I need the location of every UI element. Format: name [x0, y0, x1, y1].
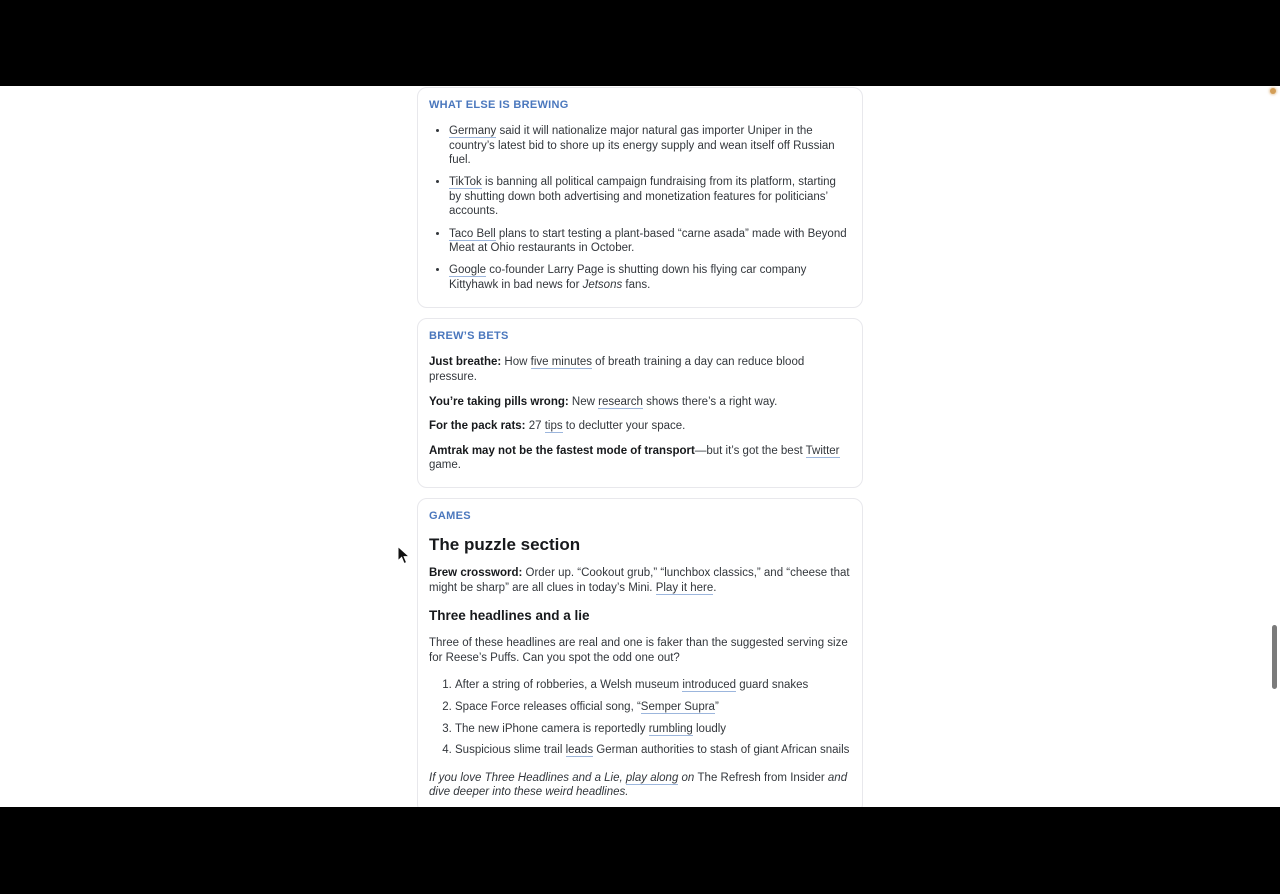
inline-link[interactable]: Twitter [805, 444, 840, 457]
text-segment: and dive deeper into these weird headlines. [429, 771, 848, 799]
text-segment: After a string of robberies, a Welsh museum [455, 679, 683, 692]
text-segment: If you love Three Headlines and a Lie, [429, 771, 626, 784]
text-segment: fans. [622, 278, 651, 291]
news-bullet [449, 263, 851, 292]
inline-link[interactable]: Google [449, 264, 487, 277]
text-segment: Suspicious slime trail [455, 744, 566, 757]
text-segment: ” [714, 700, 719, 713]
text-segment: Amtrak may not be the fastest mode of transport [429, 444, 695, 457]
text-segment: to declutter your space. [562, 420, 686, 433]
text-segment: The Refresh from Insider [697, 771, 825, 784]
inline-link[interactable]: research [598, 395, 643, 408]
text-segment: You’re taking pills wrong: [429, 395, 569, 408]
card-games [417, 498, 863, 814]
text-segment: plans to start testing a plant-based “carne asada” made with Beyond Meat at Ohio restaurants in October. [449, 227, 847, 255]
text-segment: guard snakes [736, 679, 809, 692]
text-segment: For the pack rats: [429, 420, 526, 433]
text-segment: —but it’s got the best [694, 444, 806, 457]
inline-link[interactable]: TikTok [449, 176, 482, 189]
inline-link[interactable]: tips [544, 420, 563, 433]
news-bullet [449, 175, 851, 219]
bet-item [429, 395, 851, 410]
section-header-games: GAMES [429, 510, 471, 522]
headline-item [455, 722, 851, 737]
text-segment: Space Force releases official song, “ [455, 700, 641, 713]
text-segment: Just breathe: [429, 356, 502, 369]
text-segment: The new iPhone camera is reportedly [455, 722, 649, 735]
section-header-what-else-is-brewing: WHAT ELSE IS BREWING [429, 99, 569, 111]
brewing-bullet-list [429, 124, 851, 292]
news-bullet [449, 227, 851, 256]
text-segment: How [501, 356, 531, 369]
text-segment: New [568, 395, 599, 408]
text-segment: of breath training a day can reduce blood pressure. [429, 356, 805, 384]
inline-link[interactable]: Semper Supra [640, 700, 715, 713]
text-segment: German authorities to stash of giant African snails [593, 744, 850, 757]
bet-item [429, 419, 851, 434]
bet-item [429, 355, 851, 384]
games-title: The puzzle section [429, 535, 581, 554]
news-bullet [449, 124, 851, 168]
text-segment: Brew crossword: [429, 567, 523, 579]
notification-dot [1270, 88, 1276, 94]
newsletter-content [417, 87, 863, 894]
text-segment: said it will nationalize major natural gas importer Uniper in the country’s latest bid to shore up its energy supply and wean itself off Russian fuel. [449, 125, 835, 167]
inline-link[interactable]: Play it here [655, 581, 714, 594]
headline-item [455, 678, 851, 693]
headlines-list [429, 678, 851, 757]
inline-link[interactable]: leads [565, 744, 594, 757]
text-segment: on [678, 771, 698, 784]
text-segment: Three of these headlines are real and one is faker than the suggested serving size for Reese’s Puffs. Can you spot the odd one out? [429, 637, 848, 664]
headline-item [455, 700, 851, 715]
scrollbar-thumb[interactable] [1272, 625, 1277, 689]
text-segment: co-founder Larry Page is shutting down his flying car company Kittyhawk in bad news for [449, 264, 807, 291]
text-segment: . [713, 581, 717, 594]
headline-item [455, 743, 851, 758]
crossword-paragraph [429, 566, 851, 595]
bet-item [429, 444, 851, 473]
mouse-cursor [397, 546, 411, 571]
text-segment: 27 [525, 420, 545, 433]
three-headlines-outro [429, 771, 851, 800]
three-headlines-intro [429, 636, 851, 665]
inline-link[interactable]: introduced [682, 679, 737, 692]
letterbox-bottom [0, 807, 1280, 894]
three-headlines-subtitle: Three headlines and a lie [429, 608, 590, 624]
text-segment: game. [429, 459, 461, 472]
card-what-else-is-brewing [417, 87, 863, 308]
text-segment: Jetsons [582, 278, 623, 291]
inline-link[interactable]: Taco Bell [449, 227, 496, 240]
inline-link[interactable]: play along [625, 771, 679, 784]
inline-link[interactable]: rumbling [648, 722, 693, 735]
inline-link[interactable]: Germany [449, 125, 497, 137]
inline-link[interactable]: five minutes [530, 356, 592, 369]
letterbox-top [0, 0, 1280, 86]
section-header-brews-bets: BREW’S BETS [429, 330, 509, 343]
text-segment: is banning all political campaign fundraising from its platform, starting by shutting down both advertising and monetization features for politicians’ accounts. [449, 176, 836, 218]
text-segment: loudly [692, 722, 727, 735]
text-segment: Order up. “Cookout grub,” “lunchbox classics,” and “cheese that might be sharp” are all clues in today’s Mini. [429, 567, 850, 594]
text-segment: shows there’s a right way. [642, 395, 778, 408]
card-brews-bets [417, 318, 863, 488]
